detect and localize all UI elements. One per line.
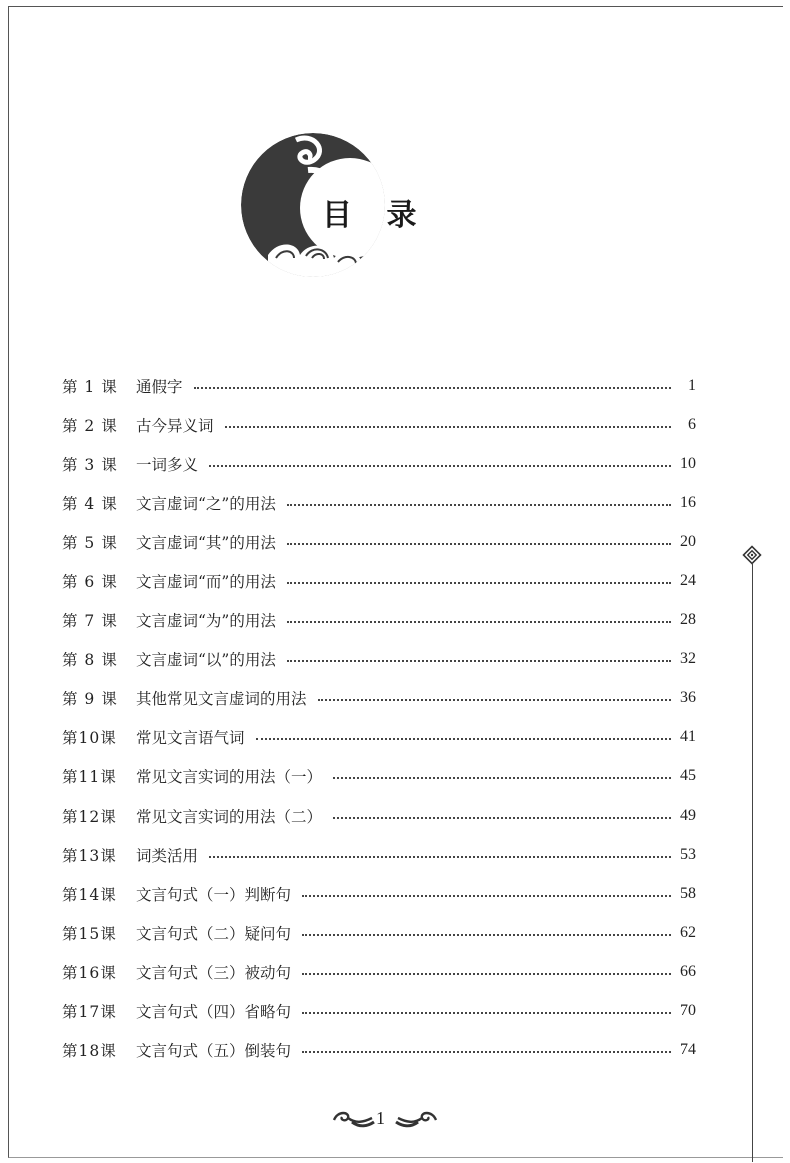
toc-row[interactable] — [62, 366, 696, 405]
lesson-number: 第 1 课 — [62, 377, 118, 396]
lesson-title: 文言虚词“之”的用法 — [136, 494, 276, 513]
toc-row[interactable] — [62, 679, 696, 718]
lesson-number: 第11课 — [62, 768, 117, 787]
lesson-number: 第17课 — [62, 1003, 117, 1022]
toc-row[interactable] — [62, 835, 696, 874]
dot-leader — [287, 504, 671, 506]
lesson-number: 第18课 — [62, 1042, 117, 1061]
lesson-title: 常见文言实词的用法（二） — [136, 807, 323, 826]
dot-leader — [256, 738, 671, 740]
page-number: 49 — [680, 806, 696, 824]
toc-row[interactable] — [62, 640, 696, 679]
toc-row[interactable] — [62, 444, 696, 483]
lesson-title: 文言句式（五）倒装句 — [136, 1042, 292, 1061]
dot-leader — [287, 660, 671, 662]
page-number: 36 — [680, 689, 696, 707]
dot-leader — [287, 582, 671, 584]
dot-leader — [209, 856, 671, 858]
lesson-number: 第 5 课 — [62, 533, 118, 552]
toc-row[interactable] — [62, 561, 696, 600]
toc-row[interactable] — [62, 757, 696, 796]
lesson-title: 文言虚词“为”的用法 — [136, 612, 276, 631]
page-number: 32 — [680, 650, 696, 668]
toc-row[interactable] — [62, 796, 696, 835]
lesson-number: 第16课 — [62, 963, 117, 982]
toc-row[interactable] — [62, 601, 696, 640]
lesson-number: 第 7 课 — [62, 612, 118, 631]
lesson-number: 第10课 — [62, 729, 117, 748]
dot-leader — [302, 1012, 671, 1014]
page-number: 41 — [680, 728, 696, 746]
page-title: 目 录 — [322, 198, 429, 233]
lesson-title: 词类活用 — [136, 846, 199, 865]
page-number: 70 — [680, 1002, 696, 1020]
page-number: 16 — [680, 493, 696, 511]
dot-leader — [302, 1051, 671, 1053]
page-number: 28 — [680, 611, 696, 629]
lesson-number: 第 3 课 — [62, 455, 118, 474]
page-number: 58 — [680, 884, 696, 902]
lesson-title: 文言句式（一）判断句 — [136, 885, 292, 904]
dot-leader — [318, 699, 671, 701]
lesson-number: 第12课 — [62, 807, 117, 826]
toc-row[interactable] — [62, 874, 696, 913]
lesson-title: 古今异义词 — [136, 416, 214, 435]
side-rule — [752, 562, 753, 1162]
toc-row[interactable] — [62, 405, 696, 444]
toc-row[interactable] — [62, 522, 696, 561]
dot-leader — [225, 426, 671, 428]
page-number: 24 — [680, 572, 696, 590]
table-of-contents — [62, 366, 696, 1070]
dot-leader — [302, 973, 671, 975]
page-number: 53 — [680, 845, 696, 863]
dot-leader — [302, 934, 671, 936]
lesson-title: 文言虚词“而”的用法 — [136, 573, 276, 592]
lesson-title: 文言虚词“以”的用法 — [136, 651, 276, 670]
toc-row[interactable] — [62, 1031, 696, 1070]
scroll-ornament-icon — [330, 1104, 440, 1134]
lesson-title: 文言句式（四）省略句 — [136, 1003, 292, 1022]
toc-row[interactable] — [62, 992, 696, 1031]
dot-leader — [333, 817, 671, 819]
page-number: 45 — [680, 767, 696, 785]
lesson-title: 常见文言语气词 — [136, 729, 245, 748]
lesson-title: 常见文言实词的用法（一） — [136, 768, 323, 787]
toc-row[interactable] — [62, 718, 696, 757]
footer-page-number: 1 — [376, 1108, 385, 1128]
page-number: 1 — [688, 376, 696, 394]
page-number: 74 — [680, 1041, 696, 1059]
lesson-number: 第 6 课 — [62, 573, 118, 592]
dot-leader — [287, 543, 671, 545]
dot-leader — [209, 465, 671, 467]
lesson-title: 文言句式（二）疑问句 — [136, 924, 292, 943]
dot-leader — [194, 387, 671, 389]
toc-row[interactable] — [62, 952, 696, 991]
lesson-number: 第 4 课 — [62, 494, 118, 513]
lesson-number: 第 9 课 — [62, 690, 118, 709]
page-number: 66 — [680, 962, 696, 980]
page-number: 10 — [680, 454, 696, 472]
lesson-number: 第14课 — [62, 885, 117, 904]
lesson-title: 一词多义 — [136, 455, 199, 474]
lesson-title: 通假字 — [136, 377, 183, 396]
lesson-title: 文言句式（三）被动句 — [136, 963, 292, 982]
toc-row[interactable] — [62, 913, 696, 952]
lesson-number: 第13课 — [62, 846, 117, 865]
lesson-title: 文言虚词“其”的用法 — [136, 533, 276, 552]
dot-leader — [302, 895, 671, 897]
dot-leader — [287, 621, 671, 623]
page-number: 62 — [680, 923, 696, 941]
lesson-number: 第15课 — [62, 924, 117, 943]
page-number: 20 — [680, 532, 696, 550]
lesson-number: 第 2 课 — [62, 416, 118, 435]
lesson-number: 第 8 课 — [62, 651, 118, 670]
lesson-title: 其他常见文言虚词的用法 — [136, 690, 307, 709]
dot-leader — [333, 777, 671, 779]
toc-row[interactable] — [62, 483, 696, 522]
page-number: 6 — [688, 415, 696, 433]
